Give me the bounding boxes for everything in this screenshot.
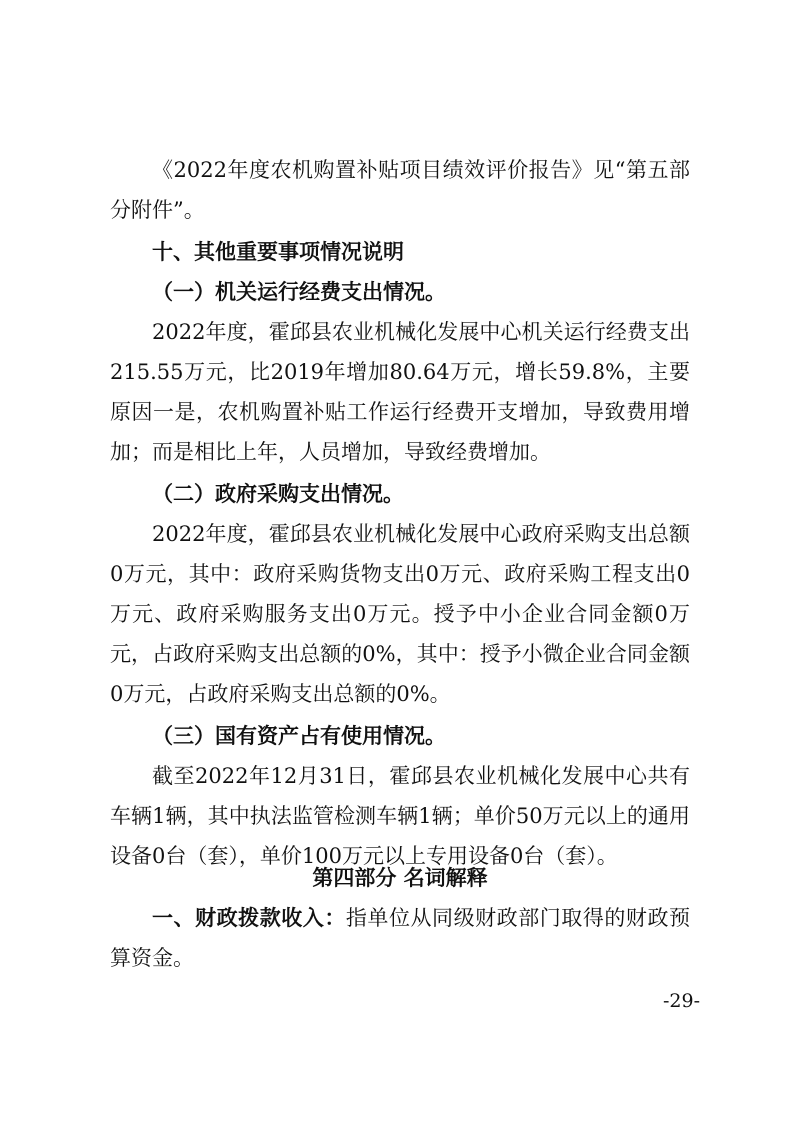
paragraph-state-assets: 截至2022年12月31日，霍邱县农业机械化发展中心共有车辆1辆，其中执法监管检测车辆1辆；单价50万元以上的通用设备0台（套），单价100万元以上专用设备0台（套）。 [110,764,690,868]
part-four-title: 第四部分 名词解释 [312,866,488,890]
page-number: -29- [662,990,700,1012]
subheading-government-procurement: （二）政府采购支出情况。 [152,482,404,506]
subheading-operating-expenses: （一）机关运行经费支出情况。 [152,280,446,304]
paragraph-government-procurement: 2022年度，霍邱县农业机械化发展中心政府采购支出总额0万元，其中：政府采购货物支出0万元、政府采购工程支出0万元、政府采购服务支出0万元。授予中小企业合同金额0万元，占政府采购支出总额的0%，其中：授予小微企业合同金额0万元，占政府采购支出总额的0%。 [110,522,690,706]
paragraph-report-reference: 《2022年度农机购置补贴项目绩效评价报告》见“第五部分附件”。 [110,158,690,222]
definition-text: 指单位从同级财政部门取得的财政预算资金。 [110,906,690,970]
subheading-state-assets: （三）国有资产占有使用情况。 [152,724,446,748]
section-heading-other-matters: 十、其他重要事项情况说明 [152,240,404,264]
paragraph-operating-expenses: 2022年度，霍邱县农业机械化发展中心机关运行经费支出215.55万元，比2019年增加80.64万元，增长59.8%，主要原因一是，农机购置补贴工作运行经费开支增加，导致费用增加；而是相比上年，人员增加，导致经费增加。 [110,320,690,464]
definition-term: 一、财政拨款收入： [152,906,346,930]
definition-fiscal-allocation [110,898,690,978]
